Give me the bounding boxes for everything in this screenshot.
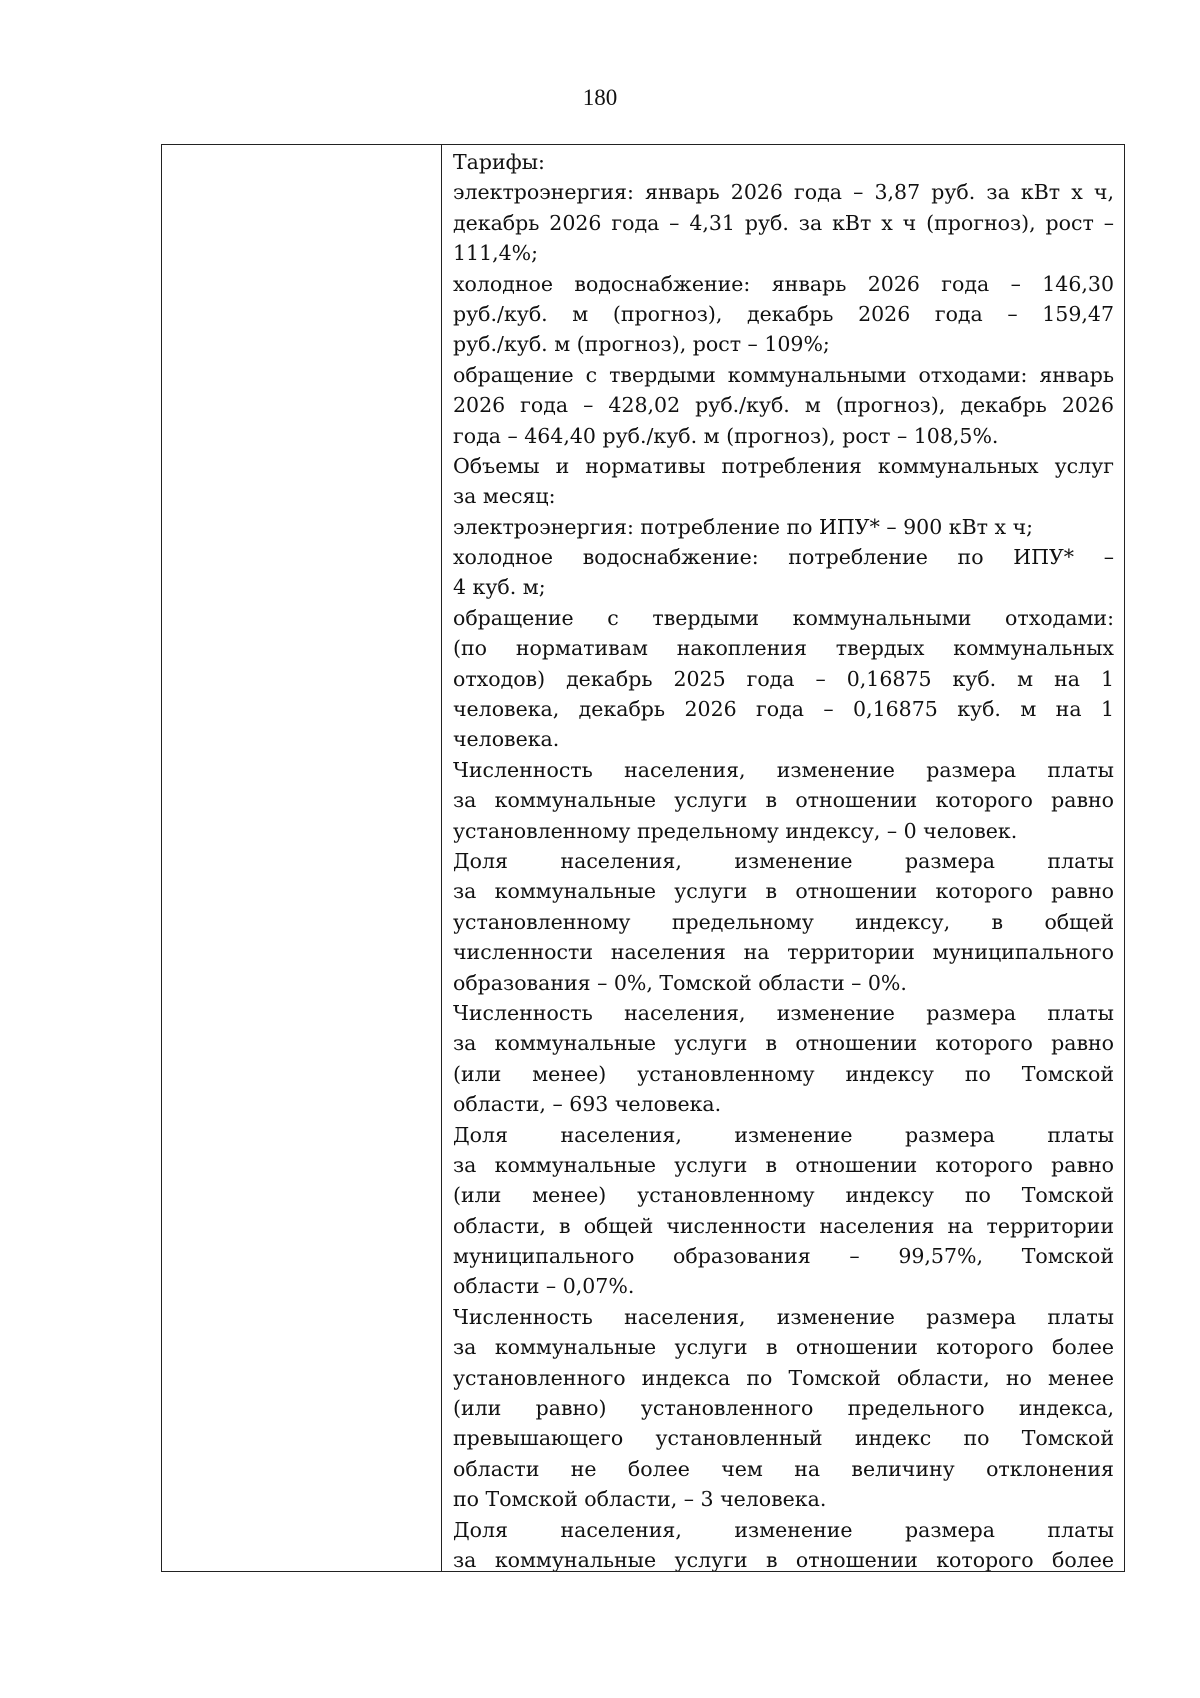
- text-line: электроэнергия: потребление по ИПУ* – 900 кВт х ч;: [453, 514, 1034, 539]
- text-line: (или менее) установленному индексу по Томской: [453, 1061, 1114, 1086]
- text-line: (или равно) установленного предельного индекса,: [453, 1396, 1114, 1421]
- text-line: за коммунальные услуги в отношении которого более: [453, 1547, 1114, 1571]
- document-table: [161, 144, 1125, 1572]
- text-line: Доля населения, изменение размера платы: [453, 1517, 1114, 1542]
- text-line: численности населения на территории муниципального: [453, 940, 1114, 965]
- text-line: Численность населения, изменение размера платы: [453, 1304, 1114, 1329]
- text-line: по Томской области, – 3 человека.: [453, 1487, 827, 1512]
- text-line: установленного индекса по Томской области, но менее: [453, 1365, 1114, 1390]
- table-text-cell: [442, 145, 1124, 1571]
- text-line: Доля населения, изменение размера платы: [453, 848, 1114, 873]
- text-line: за коммунальные услуги в отношении которого равно: [453, 879, 1114, 904]
- text-line: холодное водоснабжение: потребление по ИПУ* –: [453, 545, 1114, 570]
- text-line: области – 0,07%.: [453, 1274, 635, 1299]
- text-line: руб./куб. м (прогноз), декабрь 2026 года – 159,47: [453, 301, 1114, 326]
- text-line: обращение с твердыми коммунальными отходами:: [453, 605, 1114, 630]
- text-line: 2026 года – 428,02 руб./куб. м (прогноз), декабрь 2026: [453, 393, 1114, 418]
- text-line: установленному предельному индексу, в общей: [453, 909, 1114, 934]
- text-line: области не более чем на величину отклонения: [453, 1456, 1114, 1481]
- text-line: холодное водоснабжение: январь 2026 года – 146,30: [453, 271, 1114, 296]
- text-line: года – 464,40 руб./куб. м (прогноз), рост – 108,5%.: [453, 423, 999, 448]
- text-line: (или менее) установленному индексу по Томской: [453, 1183, 1114, 1208]
- text-line: человека, декабрь 2026 года – 0,16875 куб. м на 1: [453, 697, 1114, 722]
- text-line: области, – 693 человека.: [453, 1092, 722, 1117]
- text-line: за коммунальные услуги в отношении которого равно: [453, 1031, 1114, 1056]
- text-line: руб./куб. м (прогноз), рост – 109%;: [453, 332, 830, 357]
- text-line: Объемы и нормативы потребления коммунальных услуг: [453, 453, 1114, 478]
- text-line: за коммунальные услуги в отношении которого более: [453, 1335, 1114, 1360]
- text-line: установленному предельному индексу, – 0 человек.: [453, 818, 1018, 843]
- text-line: области, в общей численности населения на территории: [453, 1213, 1114, 1238]
- text-line: за коммунальные услуги в отношении которого равно: [453, 788, 1114, 813]
- text-line: превышающего установленный индекс по Томской: [453, 1426, 1114, 1451]
- table-left-cell: [162, 145, 442, 1571]
- text-line: Тарифы:: [453, 150, 545, 174]
- text-line: (по нормативам накопления твердых коммунальных: [453, 636, 1114, 661]
- text-line: 111,4%;: [453, 241, 539, 266]
- text-line: обращение с твердыми коммунальными отходами: январь: [453, 362, 1114, 387]
- text-line: Численность населения, изменение размера платы: [453, 1000, 1114, 1025]
- text-line: муниципального образования – 99,57%, Томской: [453, 1244, 1114, 1269]
- text-line: человека.: [453, 727, 560, 752]
- text-line: отходов) декабрь 2025 года – 0,16875 куб. м на 1: [453, 666, 1114, 691]
- text-line: образования – 0%, Томской области – 0%.: [453, 970, 907, 995]
- text-line: за коммунальные услуги в отношении которого равно: [453, 1152, 1114, 1177]
- text-line: за месяц:: [453, 484, 556, 509]
- text-line: электроэнергия: январь 2026 года – 3,87 руб. за кВт х ч,: [453, 180, 1114, 205]
- page-number: 180: [582, 85, 618, 110]
- text-line: Доля населения, изменение размера платы: [453, 1122, 1114, 1147]
- text-line: Численность населения, изменение размера платы: [453, 757, 1114, 782]
- text-line: декабрь 2026 года – 4,31 руб. за кВт х ч (прогноз), рост –: [453, 210, 1114, 235]
- text-line: 4 куб. м;: [453, 575, 546, 600]
